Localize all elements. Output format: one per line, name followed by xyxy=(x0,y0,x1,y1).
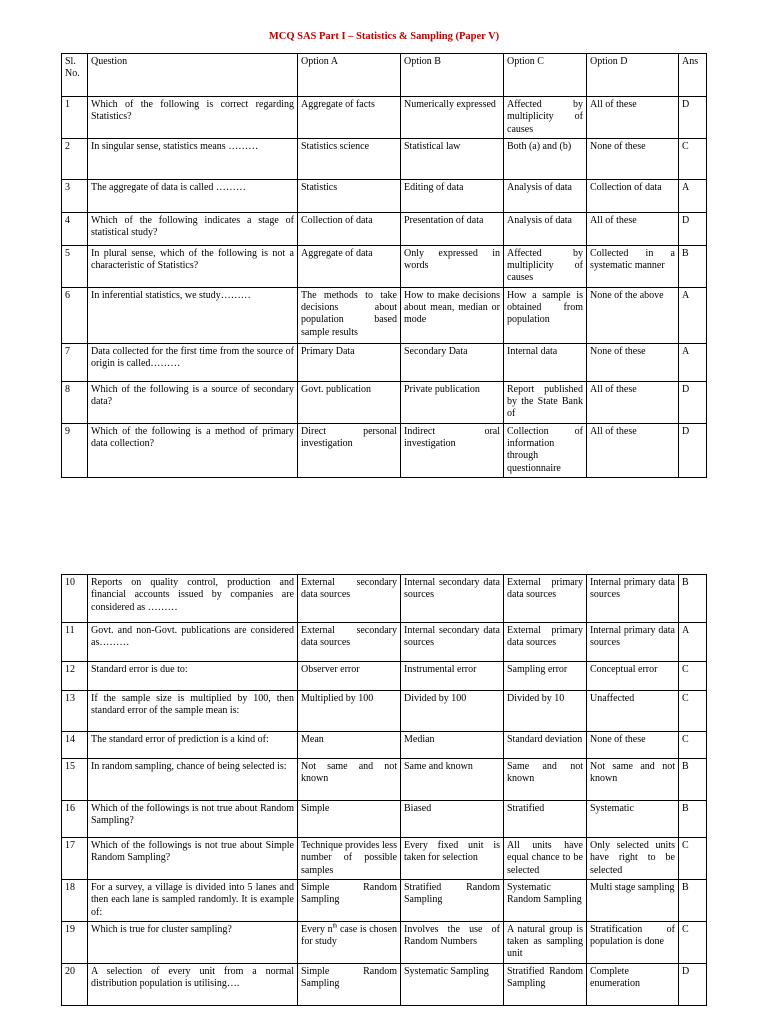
table-row xyxy=(62,381,707,423)
answer: A xyxy=(679,623,707,662)
answer: C xyxy=(679,732,707,759)
option-b: Same and known xyxy=(401,759,504,801)
table-row xyxy=(62,691,707,732)
question-text: For a survey, a village is divided into 5 lanes and then each lane is sampled randomly. It is example of: xyxy=(88,880,298,922)
option-a: Statistics science xyxy=(298,138,401,179)
option-b: Divided by 100 xyxy=(401,691,504,732)
header-answer: Ans xyxy=(679,54,707,97)
option-b: Internal secondary data sources xyxy=(401,623,504,662)
option-c: Stratified Random Sampling xyxy=(504,963,587,1005)
option-c: Report published by the State Bank of xyxy=(504,381,587,423)
question-text: Data collected for the first time from the source of origin is called……… xyxy=(88,343,298,381)
table-row xyxy=(62,623,707,662)
option-a: Observer error xyxy=(298,662,401,691)
table-row xyxy=(62,287,707,343)
option-d: Complete enumeration xyxy=(587,963,679,1005)
answer: D xyxy=(679,97,707,139)
table-row xyxy=(62,138,707,179)
option-a: Multiplied by 100 xyxy=(298,691,401,732)
question-text: The standard error of prediction is a kind of: xyxy=(88,732,298,759)
option-c: Systematic Random Sampling xyxy=(504,880,587,922)
question-text: Reports on quality control, production and financial accounts issued by companies are considered as ……… xyxy=(88,575,298,623)
answer: C xyxy=(679,691,707,732)
option-a: Simple xyxy=(298,801,401,838)
option-a: External secondary data sources xyxy=(298,623,401,662)
option-c: External primary data sources xyxy=(504,575,587,623)
option-d: None of these xyxy=(587,343,679,381)
option-a-text: Every n xyxy=(301,923,333,935)
option-a: Primary Data xyxy=(298,343,401,381)
option-b: Secondary Data xyxy=(401,343,504,381)
option-d: All of these xyxy=(587,97,679,139)
option-c: Affected by multiplicity of causes xyxy=(504,97,587,139)
option-d: Internal primary data sources xyxy=(587,575,679,623)
mcq-table-part-1 xyxy=(61,53,707,478)
row-number: 19 xyxy=(62,921,88,963)
table-header-row xyxy=(62,54,707,97)
question-text: Which of the followings is not true about Simple Random Sampling? xyxy=(88,838,298,880)
option-d: Unaffected xyxy=(587,691,679,732)
page-title: MCQ SAS Part I – Statistics & Sampling (Paper V) xyxy=(268,31,500,42)
option-c: External primary data sources xyxy=(504,623,587,662)
option-b: Statistical law xyxy=(401,138,504,179)
option-c: Analysis of data xyxy=(504,179,587,212)
row-number: 12 xyxy=(62,662,88,691)
option-b: Biased xyxy=(401,801,504,838)
option-b: Indirect oral investigation xyxy=(401,423,504,477)
option-a: Technique provides less number of possible samples xyxy=(298,838,401,880)
option-c: All units have equal chance to be selected xyxy=(504,838,587,880)
table-row xyxy=(62,732,707,759)
option-d: Stratification of population is done xyxy=(587,921,679,963)
table-row xyxy=(62,963,707,1005)
option-a: The methods to take decisions about population based sample results xyxy=(298,287,401,343)
question-text: Which of the following is a source of secondary data? xyxy=(88,381,298,423)
question-text: The aggregate of data is called ……… xyxy=(88,179,298,212)
option-c: Analysis of data xyxy=(504,212,587,245)
header-option-d: Option D xyxy=(587,54,679,97)
option-c: Stratified xyxy=(504,801,587,838)
option-b: Private publication xyxy=(401,381,504,423)
question-text: Standard error is due to: xyxy=(88,662,298,691)
option-a: Simple Random Sampling xyxy=(298,963,401,1005)
answer: C xyxy=(679,662,707,691)
option-b: Instrumental error xyxy=(401,662,504,691)
row-number: 1 xyxy=(62,97,88,139)
answer: D xyxy=(679,963,707,1005)
row-number: 3 xyxy=(62,179,88,212)
option-a: External secondary data sources xyxy=(298,575,401,623)
answer: B xyxy=(679,759,707,801)
option-d: Internal primary data sources xyxy=(587,623,679,662)
option-b: Numerically expressed xyxy=(401,97,504,139)
row-number: 18 xyxy=(62,880,88,922)
option-a: Aggregate of facts xyxy=(298,97,401,139)
option-c: Collection of information through questionnaire xyxy=(504,423,587,477)
option-b: Editing of data xyxy=(401,179,504,212)
option-d: None of these xyxy=(587,732,679,759)
row-number: 9 xyxy=(62,423,88,477)
option-b: How to make decisions about mean, median or mode xyxy=(401,287,504,343)
question-text: Govt. and non-Govt. publications are considered as……… xyxy=(88,623,298,662)
answer: D xyxy=(679,423,707,477)
row-number: 10 xyxy=(62,575,88,623)
option-c: A natural group is taken as sampling unit xyxy=(504,921,587,963)
table-row xyxy=(62,575,707,623)
row-number: 5 xyxy=(62,245,88,287)
row-number: 17 xyxy=(62,838,88,880)
option-c: How a sample is obtained from population xyxy=(504,287,587,343)
row-number: 14 xyxy=(62,732,88,759)
superscript-th: th xyxy=(332,923,338,930)
answer: B xyxy=(679,245,707,287)
table-row xyxy=(62,343,707,381)
table-row xyxy=(62,212,707,245)
row-number: 8 xyxy=(62,381,88,423)
question-text: Which of the followings is not true about Random Sampling? xyxy=(88,801,298,838)
option-a: Mean xyxy=(298,732,401,759)
answer: D xyxy=(679,212,707,245)
table-row xyxy=(62,921,707,963)
row-number: 20 xyxy=(62,963,88,1005)
header-option-b: Option B xyxy=(401,54,504,97)
answer: D xyxy=(679,381,707,423)
option-c: Standard deviation xyxy=(504,732,587,759)
row-number: 16 xyxy=(62,801,88,838)
option-b: Stratified Random Sampling xyxy=(401,880,504,922)
row-number: 7 xyxy=(62,343,88,381)
row-number: 15 xyxy=(62,759,88,801)
option-b: Internal secondary data sources xyxy=(401,575,504,623)
option-d: Systematic xyxy=(587,801,679,838)
table-row xyxy=(62,662,707,691)
option-d: None of these xyxy=(587,138,679,179)
mcq-table-part-2 xyxy=(61,574,707,1006)
table-row xyxy=(62,423,707,477)
table-row xyxy=(62,880,707,922)
question-text: Which of the following indicates a stage of statistical study? xyxy=(88,212,298,245)
table-row xyxy=(62,801,707,838)
option-c: Affected by multiplicity of causes xyxy=(504,245,587,287)
option-d: Collected in a systematic manner xyxy=(587,245,679,287)
option-c: Sampling error xyxy=(504,662,587,691)
answer: A xyxy=(679,287,707,343)
option-d: Only selected units have right to be selected xyxy=(587,838,679,880)
option-d: None of the above xyxy=(587,287,679,343)
question-text: In random sampling, chance of being selected is: xyxy=(88,759,298,801)
option-a: Collection of data xyxy=(298,212,401,245)
row-number: 13 xyxy=(62,691,88,732)
option-a: Direct personal investigation xyxy=(298,423,401,477)
option-d: Collection of data xyxy=(587,179,679,212)
row-number: 11 xyxy=(62,623,88,662)
option-b: Every fixed unit is taken for selection xyxy=(401,838,504,880)
option-a: Govt. publication xyxy=(298,381,401,423)
header-question: Question xyxy=(88,54,298,97)
option-b: Presentation of data xyxy=(401,212,504,245)
row-number: 2 xyxy=(62,138,88,179)
question-text: If the sample size is multiplied by 100, then standard error of the sample mean is: xyxy=(88,691,298,732)
row-number: 6 xyxy=(62,287,88,343)
answer: A xyxy=(679,343,707,381)
header-option-a: Option A xyxy=(298,54,401,97)
question-text: Which of the following is a method of primary data collection? xyxy=(88,423,298,477)
question-text: In singular sense, statistics means ……… xyxy=(88,138,298,179)
option-b: Involves the use of Random Numbers xyxy=(401,921,504,963)
option-a: Simple Random Sampling xyxy=(298,880,401,922)
table-row xyxy=(62,759,707,801)
question-text: In plural sense, which of the following is not a characteristic of Statistics? xyxy=(88,245,298,287)
option-d: Not same and not known xyxy=(587,759,679,801)
option-a-text-rest: case is chosen for study xyxy=(301,923,397,948)
table-row xyxy=(62,245,707,287)
header-option-c: Option C xyxy=(504,54,587,97)
answer: A xyxy=(679,179,707,212)
option-b: Only expressed in words xyxy=(401,245,504,287)
question-text: A selection of every unit from a normal distribution population is utilising…. xyxy=(88,963,298,1005)
table-row xyxy=(62,838,707,880)
option-d: Conceptual error xyxy=(587,662,679,691)
answer: C xyxy=(679,138,707,179)
option-a: Statistics xyxy=(298,179,401,212)
question-text: Which is true for cluster sampling? xyxy=(88,921,298,963)
header-sl-no: Sl. No. xyxy=(62,54,88,97)
option-d: All of these xyxy=(587,381,679,423)
option-d: Multi stage sampling xyxy=(587,880,679,922)
option-d: All of these xyxy=(587,423,679,477)
option-c: Divided by 10 xyxy=(504,691,587,732)
answer: B xyxy=(679,880,707,922)
option-a: Aggregate of data xyxy=(298,245,401,287)
answer: B xyxy=(679,801,707,838)
option-b: Systematic Sampling xyxy=(401,963,504,1005)
option-a: Not same and not known xyxy=(298,759,401,801)
table-row xyxy=(62,97,707,139)
option-a xyxy=(298,921,401,963)
answer: C xyxy=(679,921,707,963)
row-number: 4 xyxy=(62,212,88,245)
option-c: Same and not known xyxy=(504,759,587,801)
option-c: Both (a) and (b) xyxy=(504,138,587,179)
answer: C xyxy=(679,838,707,880)
option-c: Internal data xyxy=(504,343,587,381)
question-text: In inferential statistics, we study……… xyxy=(88,287,298,343)
option-d: All of these xyxy=(587,212,679,245)
question-text: Which of the following is correct regarding Statistics? xyxy=(88,97,298,139)
answer: B xyxy=(679,575,707,623)
option-b: Median xyxy=(401,732,504,759)
table-row xyxy=(62,179,707,212)
